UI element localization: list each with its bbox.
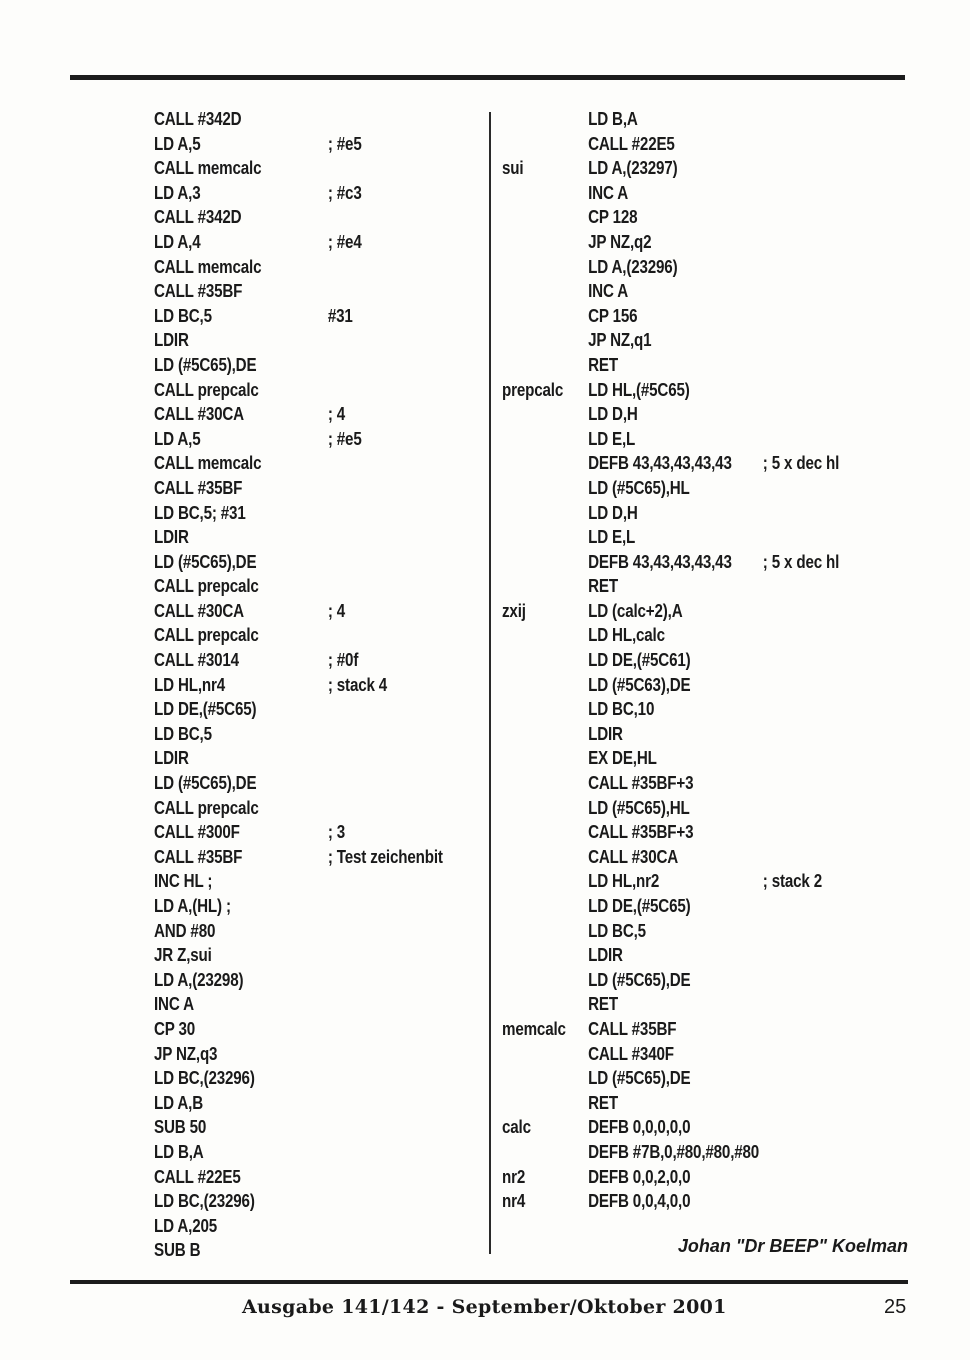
code-line [502, 107, 830, 132]
code-line [154, 427, 425, 452]
code-line [154, 796, 425, 821]
code-label: nr4 [502, 1190, 526, 1212]
code-code: CALL #35BF+3 [588, 772, 694, 794]
code-code: LD BC,5 [588, 919, 646, 941]
code-code: LDIR [588, 722, 623, 744]
code-code: DEFB 43,43,43,43,43 [588, 550, 732, 572]
code-code: CALL memcalc [154, 157, 262, 179]
code-line [502, 1066, 830, 1091]
code-code: LD BC,5 [154, 722, 212, 744]
code-code: CP 128 [588, 206, 638, 228]
code-code: CALL #3014 [154, 649, 239, 671]
code-code: LD (#5C65),DE [154, 772, 257, 794]
code-line [154, 1066, 425, 1091]
code-code: LD A,(23297) [588, 157, 678, 179]
code-comment: ; #e4 [327, 230, 362, 252]
code-code: JR Z,sui [154, 944, 212, 966]
code-line [502, 623, 830, 648]
code-line [502, 255, 830, 280]
code-code: LD A,5 [154, 427, 201, 449]
code-line [154, 328, 425, 353]
code-code: LD DE,(#5C61) [588, 649, 691, 671]
code-comment: #31 [327, 304, 353, 326]
code-line [502, 599, 830, 624]
code-code: DEFB 0,0,2,0,0 [588, 1165, 691, 1187]
code-line [502, 353, 830, 378]
code-line [154, 623, 425, 648]
code-code: CALL #35BF [154, 845, 243, 867]
code-line [502, 648, 830, 673]
code-line [502, 1165, 830, 1190]
code-code: LD (#5C65),DE [588, 1067, 691, 1089]
code-line [154, 1042, 425, 1067]
code-code: DEFB 0,0,0,0,0 [588, 1116, 691, 1138]
code-code: CALL #22E5 [588, 132, 675, 154]
code-code: RET [588, 353, 618, 375]
top-rule [70, 75, 905, 80]
code-line [154, 304, 425, 329]
code-line [502, 820, 830, 845]
code-code: CALL #342D [154, 108, 242, 129]
code-line [154, 279, 425, 304]
author-signature: Johan "Dr BEEP" Koelman [677, 1236, 908, 1256]
code-code: LD A,B [154, 1091, 204, 1113]
code-code: LD HL,nr2 [588, 870, 660, 892]
code-code: LD D,H [588, 403, 638, 425]
code-line [154, 1165, 425, 1190]
code-comment: ; Test zeichenbit [327, 845, 443, 867]
code-code: LD A,(HL) ; [154, 895, 231, 916]
code-code: LD HL,nr4 [154, 673, 226, 695]
code-code: LD BC,(23296) [154, 1067, 255, 1089]
code-line [502, 1042, 830, 1067]
code-line [502, 156, 830, 181]
code-code: CALL #30CA [154, 599, 244, 621]
code-label: sui [502, 157, 524, 179]
code-code: LD BC,(23296) [154, 1190, 255, 1212]
code-code: CALL #30CA [154, 403, 244, 425]
code-code: LD (#5C63),DE [588, 673, 691, 695]
code-line [154, 353, 425, 378]
code-code: LDIR [588, 944, 623, 966]
code-line [154, 107, 425, 132]
code-line [154, 648, 425, 673]
code-line [502, 771, 830, 796]
code-line [502, 205, 830, 230]
code-code: LD (calc+2),A [588, 599, 683, 621]
code-line [502, 1017, 830, 1042]
left-code-column [154, 107, 484, 1263]
code-code: LD DE,(#5C65) [588, 895, 691, 916]
code-line [154, 476, 425, 501]
code-comment: ; #0f [327, 649, 359, 671]
code-line [502, 476, 830, 501]
code-comment: ; #e5 [327, 427, 362, 449]
code-line [154, 1115, 425, 1140]
code-code: CALL prepcalc [154, 575, 259, 597]
code-line [154, 919, 425, 944]
code-line [502, 525, 830, 550]
code-code: CALL prepcalc [154, 378, 259, 400]
code-code: LD B,A [588, 108, 638, 129]
code-code: LD E,L [588, 526, 636, 548]
code-code: CALL #300F [154, 821, 240, 843]
code-code: INC A [154, 993, 194, 1015]
code-code: CALL #342D [154, 206, 242, 228]
code-code: RET [588, 1091, 618, 1113]
code-comment: ; 4 [327, 403, 346, 425]
code-line [502, 550, 840, 575]
code-comment: ; stack 2 [762, 870, 823, 892]
code-line [154, 1091, 425, 1116]
code-line [154, 968, 425, 993]
code-code: DEFB 43,43,43,43,43 [588, 452, 732, 474]
code-line [154, 1140, 425, 1165]
code-line [502, 279, 830, 304]
code-code: LD (#5C65),DE [154, 353, 257, 375]
code-line [502, 919, 830, 944]
code-line [502, 894, 830, 919]
code-code: LD B,A [154, 1140, 204, 1162]
code-code: LD A,4 [154, 230, 201, 252]
code-line [154, 869, 425, 894]
code-code: INC HL ; [154, 870, 213, 892]
code-line [154, 525, 425, 550]
code-code: CALL prepcalc [154, 624, 259, 646]
code-code: LD A,3 [154, 181, 201, 203]
code-code: LD (#5C65),DE [588, 968, 691, 990]
code-code: LD D,H [588, 501, 638, 523]
code-line [154, 1238, 425, 1263]
code-line [154, 1189, 425, 1214]
code-line [154, 1214, 425, 1239]
code-code: CALL #22E5 [154, 1165, 241, 1187]
code-code: RET [588, 575, 618, 597]
code-line [154, 746, 425, 771]
code-line [502, 869, 830, 894]
code-code: CALL #340F [588, 1042, 674, 1064]
code-line [502, 1091, 830, 1116]
code-line [502, 230, 830, 255]
code-line [154, 181, 425, 206]
code-code: DEFB #7B,0,#80,#80,#80 [588, 1140, 760, 1162]
code-line [154, 673, 425, 698]
code-code: LD (#5C65),HL [588, 796, 690, 818]
code-comment: ; #c3 [327, 181, 362, 203]
code-line [154, 451, 425, 476]
code-comment: ; 3 [327, 821, 346, 843]
code-line [154, 894, 425, 919]
code-code: LD HL,(#5C65) [588, 378, 690, 400]
code-line [502, 378, 830, 403]
code-line [502, 132, 830, 157]
code-comment: ; 5 x dec hl [762, 550, 840, 572]
code-line [502, 328, 830, 353]
code-line [154, 550, 425, 575]
code-code: LD BC,5; #31 [154, 501, 246, 523]
code-line [502, 402, 830, 427]
code-code: LDIR [154, 329, 189, 351]
code-line [154, 156, 425, 181]
code-line [502, 1115, 830, 1140]
code-line [154, 943, 425, 968]
right-code-column [502, 107, 902, 1214]
code-line [502, 722, 830, 747]
code-code: CALL #35BF+3 [588, 821, 694, 843]
code-code: LD BC,5 [154, 304, 212, 326]
code-code: CALL memcalc [154, 255, 262, 277]
code-line [154, 501, 425, 526]
code-line [154, 722, 425, 747]
code-code: INC A [588, 280, 629, 302]
code-line [502, 574, 830, 599]
page-number: 25 [884, 1296, 907, 1318]
code-label: prepcalc [502, 378, 564, 400]
code-code: CALL memcalc [154, 452, 262, 474]
code-code: EX DE,HL [588, 747, 657, 769]
code-code: CALL prepcalc [154, 796, 259, 818]
code-code: SUB B [154, 1239, 201, 1261]
code-line [154, 574, 425, 599]
code-comment: ; #e5 [327, 132, 362, 154]
code-line [154, 820, 425, 845]
code-code: LD A,(23298) [154, 968, 244, 990]
code-line [154, 378, 425, 403]
code-code: INC A [588, 181, 629, 203]
code-code: JP NZ,q1 [588, 329, 652, 351]
code-label: nr2 [502, 1165, 526, 1187]
code-line [154, 599, 425, 624]
code-code: RET [588, 993, 618, 1015]
code-code: CALL #30CA [588, 845, 679, 867]
code-line [502, 673, 830, 698]
code-code: CALL #35BF [154, 476, 243, 498]
code-line [502, 746, 830, 771]
code-code: JP NZ,q2 [588, 230, 652, 252]
code-line [502, 1189, 830, 1214]
code-line [502, 697, 830, 722]
code-line [154, 992, 425, 1017]
code-line [502, 796, 830, 821]
code-label: calc [502, 1116, 531, 1138]
code-line [502, 943, 830, 968]
code-code: LD A,205 [154, 1214, 218, 1236]
code-line [502, 451, 840, 476]
code-line [154, 402, 425, 427]
column-divider [489, 112, 491, 1254]
code-line [154, 255, 425, 280]
code-code: SUB 50 [154, 1116, 207, 1138]
code-code: LD (#5C65),DE [154, 550, 257, 572]
code-line [154, 1017, 425, 1042]
code-line [154, 230, 425, 255]
code-line [502, 304, 830, 329]
code-comment: ; stack 4 [327, 673, 388, 695]
code-line [502, 501, 830, 526]
code-comment: ; 5 x dec hl [762, 452, 840, 474]
code-line [502, 181, 830, 206]
code-code: CP 30 [154, 1017, 196, 1039]
code-line [502, 992, 830, 1017]
code-code: CP 156 [588, 304, 638, 326]
code-code: LD A,5 [154, 132, 201, 154]
code-code: LD BC,10 [588, 698, 655, 720]
code-comment: ; 4 [327, 599, 346, 621]
code-code: LD (#5C65),HL [588, 476, 690, 498]
code-label: memcalc [502, 1017, 566, 1039]
code-code: JP NZ,q3 [154, 1042, 218, 1064]
code-code: LDIR [154, 526, 189, 548]
code-line [154, 845, 443, 870]
code-code: LDIR [154, 747, 189, 769]
footer-issue: Ausgabe 141/142 - September/Oktober 2001 [242, 1296, 727, 1318]
code-code: DEFB 0,0,4,0,0 [588, 1190, 691, 1212]
code-line [502, 427, 830, 452]
code-code: LD A,(23296) [588, 255, 678, 277]
code-line [154, 132, 425, 157]
code-code: LD DE,(#5C65) [154, 698, 257, 720]
code-line [154, 697, 425, 722]
code-code: CALL #35BF [154, 280, 243, 302]
code-code: CALL #35BF [588, 1017, 677, 1039]
code-code: LD HL,calc [588, 624, 665, 646]
code-label: zxij [502, 599, 526, 621]
code-line [502, 845, 830, 870]
code-line [502, 968, 830, 993]
code-code: AND #80 [154, 919, 216, 941]
bottom-rule [70, 1280, 908, 1284]
code-code: LD E,L [588, 427, 636, 449]
code-line [502, 1140, 830, 1165]
code-line [154, 205, 425, 230]
code-line [154, 771, 425, 796]
